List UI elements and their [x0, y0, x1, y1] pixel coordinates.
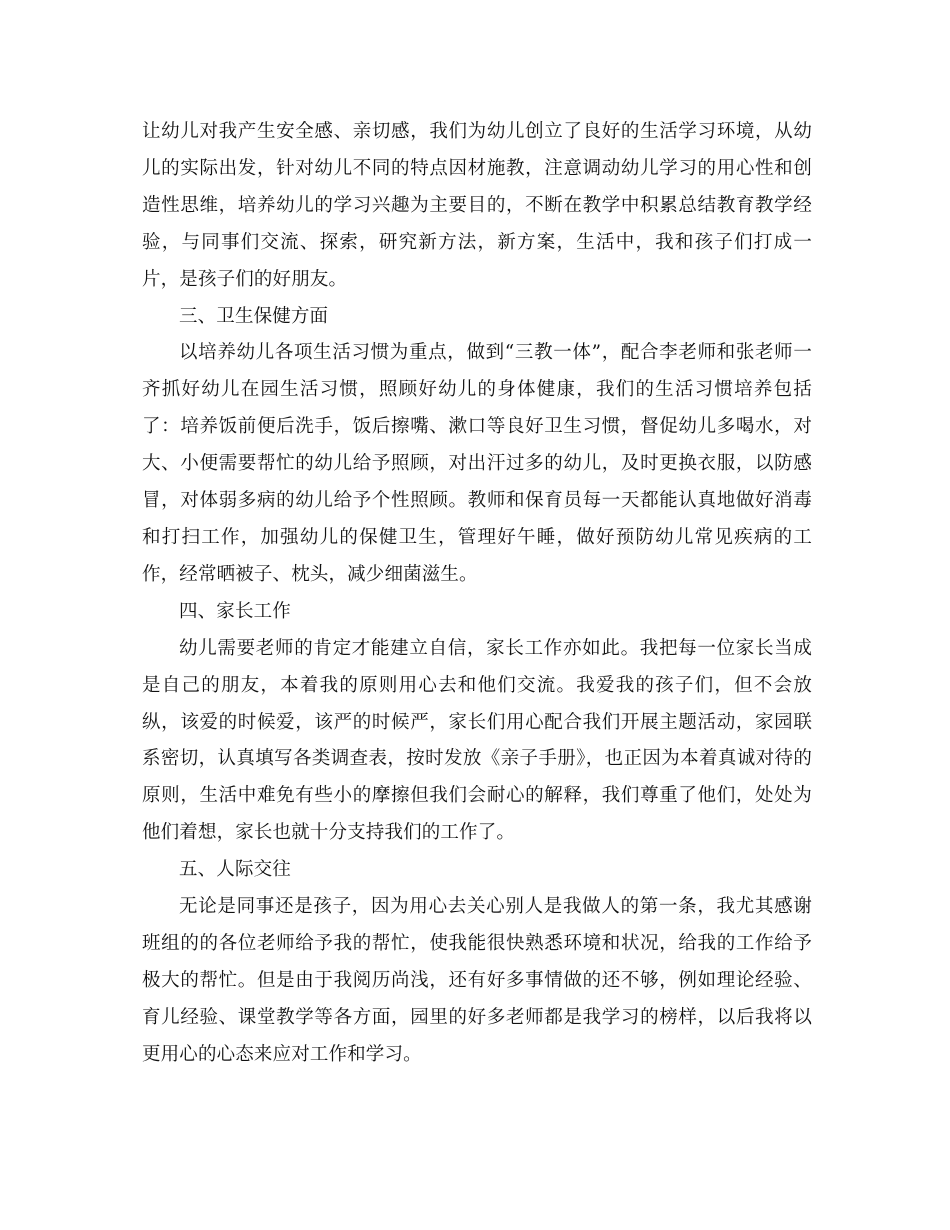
section-heading-parents: 四、家长工作: [179, 600, 291, 622]
paragraph-hygiene: 以培养幼儿各项生活习惯为重点，做到“三教一体”，配合李老师和张老师一齐抓好幼儿在园生活习惯，照顾好幼儿的身体健康，我们的生活习惯培养包括了：培养饭前便后洗手，饭后擦嘴、漱口等良好卫生习惯，督促幼儿多喝水，对大、小便需要帮忙的幼儿给予照顾，对出汗过多的幼儿，及时更换衣服，以防感冒，对体弱多病的幼儿给予个性照顾。教师和保育员每一天都能认真地做好消毒和打扫工作，加强幼儿的保健卫生，管理好午睡，做好预防幼儿常见疾病的工作，经常晒被子、枕头，减少细菌滋生。: [142, 342, 812, 585]
paragraph-continuation: 让幼儿对我产生安全感、亲切感，我们为幼儿创立了良好的生活学习环境，从幼儿的实际出发，针对幼儿不同的特点因材施教，注意调动幼儿学习的用心性和创造性思维，培养幼儿的学习兴趣为主要目的，不断在教学中积累总结教育教学经验，与同事们交流、探索，研究新方法，新方案，生活中，我和孩子们打成一片，是孩子们的好朋友。: [142, 121, 812, 290]
section-heading-hygiene: 三、卫生保健方面: [179, 305, 329, 327]
document-body: [142, 114, 812, 1074]
section-heading-relations: 五、人际交往: [179, 859, 291, 881]
paragraph-relations: 无论是同事还是孩子，因为用心去关心别人是我做人的第一条，我尤其感谢班组的的各位老师给予我的帮忙，使我能很快熟悉环境和状况，给我的工作给予极大的帮忙。但是由于我阅历尚浅，还有好多事情做的还不够，例如理论经验、育儿经验、课堂教学等各方面，园里的好多老师都是我学习的榜样，以后我将以更用心的心态来应对工作和学习。: [142, 896, 812, 1065]
paragraph-parents: 幼儿需要老师的肯定才能建立自信，家长工作亦如此。我把每一位家长当成是自己的朋友，本着我的原则用心去和他们交流。我爱我的孩子们，但不会放纵，该爱的时候爱，该严的时候严，家长们用心配合我们开展主题活动，家园联系密切，认真填写各类调查表，按时发放《亲子手册》，也正因为本着真诚对待的原则，生活中难免有些小的摩擦但我们会耐心的解释，我们尊重了他们，处处为他们着想，家长也就十分支持我们的工作了。: [142, 637, 812, 844]
